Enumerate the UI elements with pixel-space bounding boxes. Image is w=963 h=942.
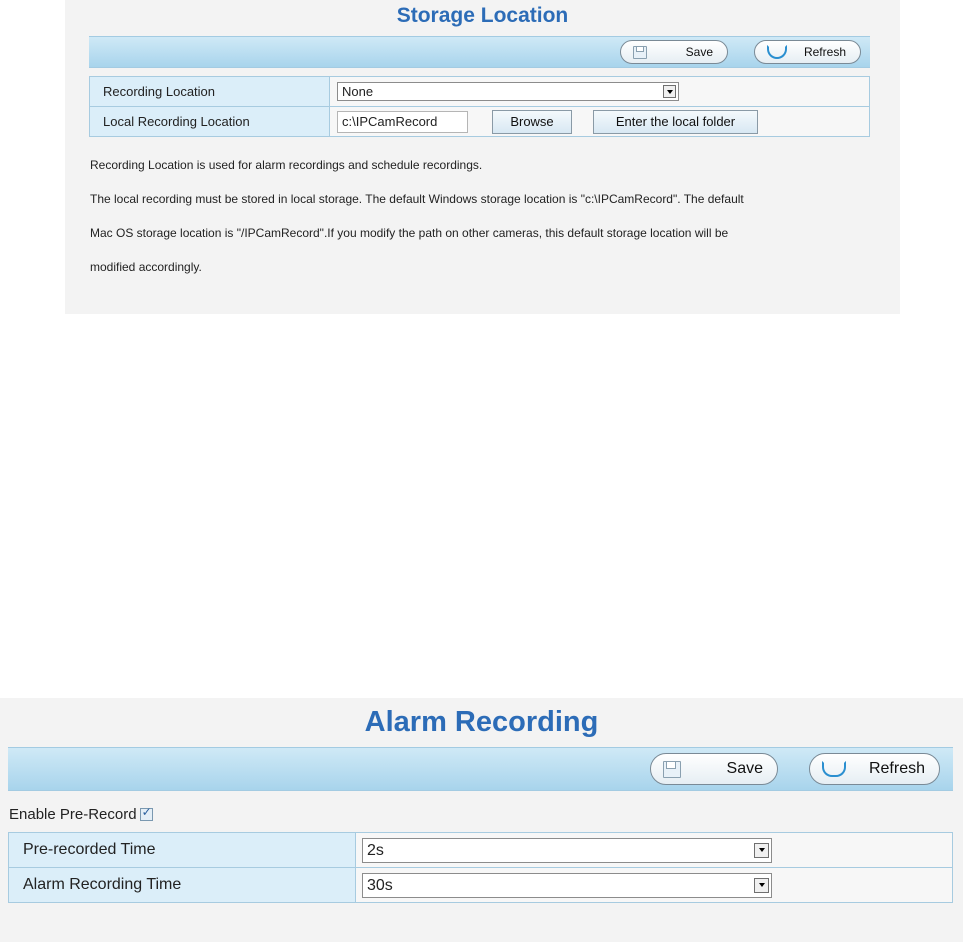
storage-toolbar — [89, 36, 870, 68]
pre-recorded-time-select[interactable] — [362, 838, 772, 863]
alarm-save-label: Save — [726, 760, 763, 777]
enable-pre-record-label: Enable Pre-Record — [9, 806, 137, 823]
storage-form-table — [89, 76, 870, 137]
recording-location-value: None — [342, 84, 374, 99]
storage-location-panel — [65, 0, 900, 314]
pre-recorded-time-row — [9, 833, 953, 868]
storage-location-title: Storage Location — [396, 4, 569, 27]
enable-pre-record-row — [9, 806, 153, 823]
alarm-recording-time-value: 30s — [367, 876, 393, 894]
storage-refresh-label: Refresh — [803, 45, 846, 59]
alarm-recording-time-select[interactable] — [362, 873, 772, 898]
alarm-recording-title: Alarm Recording — [364, 706, 599, 738]
floppy-disk-icon — [663, 761, 681, 778]
storage-note-2: The local recording must be stored in local storage. The default Windows storage location is "c:\IPCamRecord". The default — [90, 192, 744, 206]
local-recording-location-row — [90, 107, 870, 137]
pre-recorded-time-value: 2s — [367, 841, 384, 859]
storage-refresh-button[interactable] — [754, 40, 861, 64]
chevron-down-icon[interactable] — [663, 85, 676, 98]
recording-location-label: Recording Location — [90, 77, 330, 107]
alarm-refresh-button[interactable] — [809, 753, 940, 785]
storage-save-label: Save — [685, 45, 713, 59]
chevron-down-icon[interactable] — [754, 878, 769, 893]
storage-note-1: Recording Location is used for alarm recordings and schedule recordings. — [90, 158, 483, 172]
chevron-down-icon[interactable] — [754, 843, 769, 858]
local-path-input[interactable]: c:\IPCamRecord — [337, 111, 468, 133]
alarm-recording-time-row — [9, 868, 953, 903]
recording-location-select[interactable] — [337, 82, 679, 101]
refresh-icon — [822, 761, 846, 777]
storage-note-3: Mac OS storage location is "/IPCamRecord".If you modify the path on other cameras, this default storage location will be — [90, 226, 729, 240]
alarm-toolbar — [8, 747, 953, 791]
recording-location-row — [90, 77, 870, 107]
pre-recorded-time-label: Pre-recorded Time — [9, 833, 356, 868]
enter-local-folder-button[interactable]: Enter the local folder — [593, 110, 758, 134]
local-recording-location-label: Local Recording Location — [90, 107, 330, 137]
floppy-disk-icon — [633, 46, 647, 59]
alarm-refresh-label: Refresh — [868, 760, 925, 777]
alarm-save-button[interactable] — [650, 753, 778, 785]
storage-save-button[interactable] — [620, 40, 728, 64]
alarm-recording-time-label: Alarm Recording Time — [9, 868, 356, 903]
alarm-recording-panel — [0, 698, 963, 942]
refresh-icon — [767, 45, 787, 59]
storage-note-4: modified accordingly. — [90, 260, 202, 274]
browse-button[interactable]: Browse — [492, 110, 572, 134]
alarm-form-table — [8, 832, 953, 903]
enable-pre-record-checkbox[interactable] — [140, 808, 153, 821]
